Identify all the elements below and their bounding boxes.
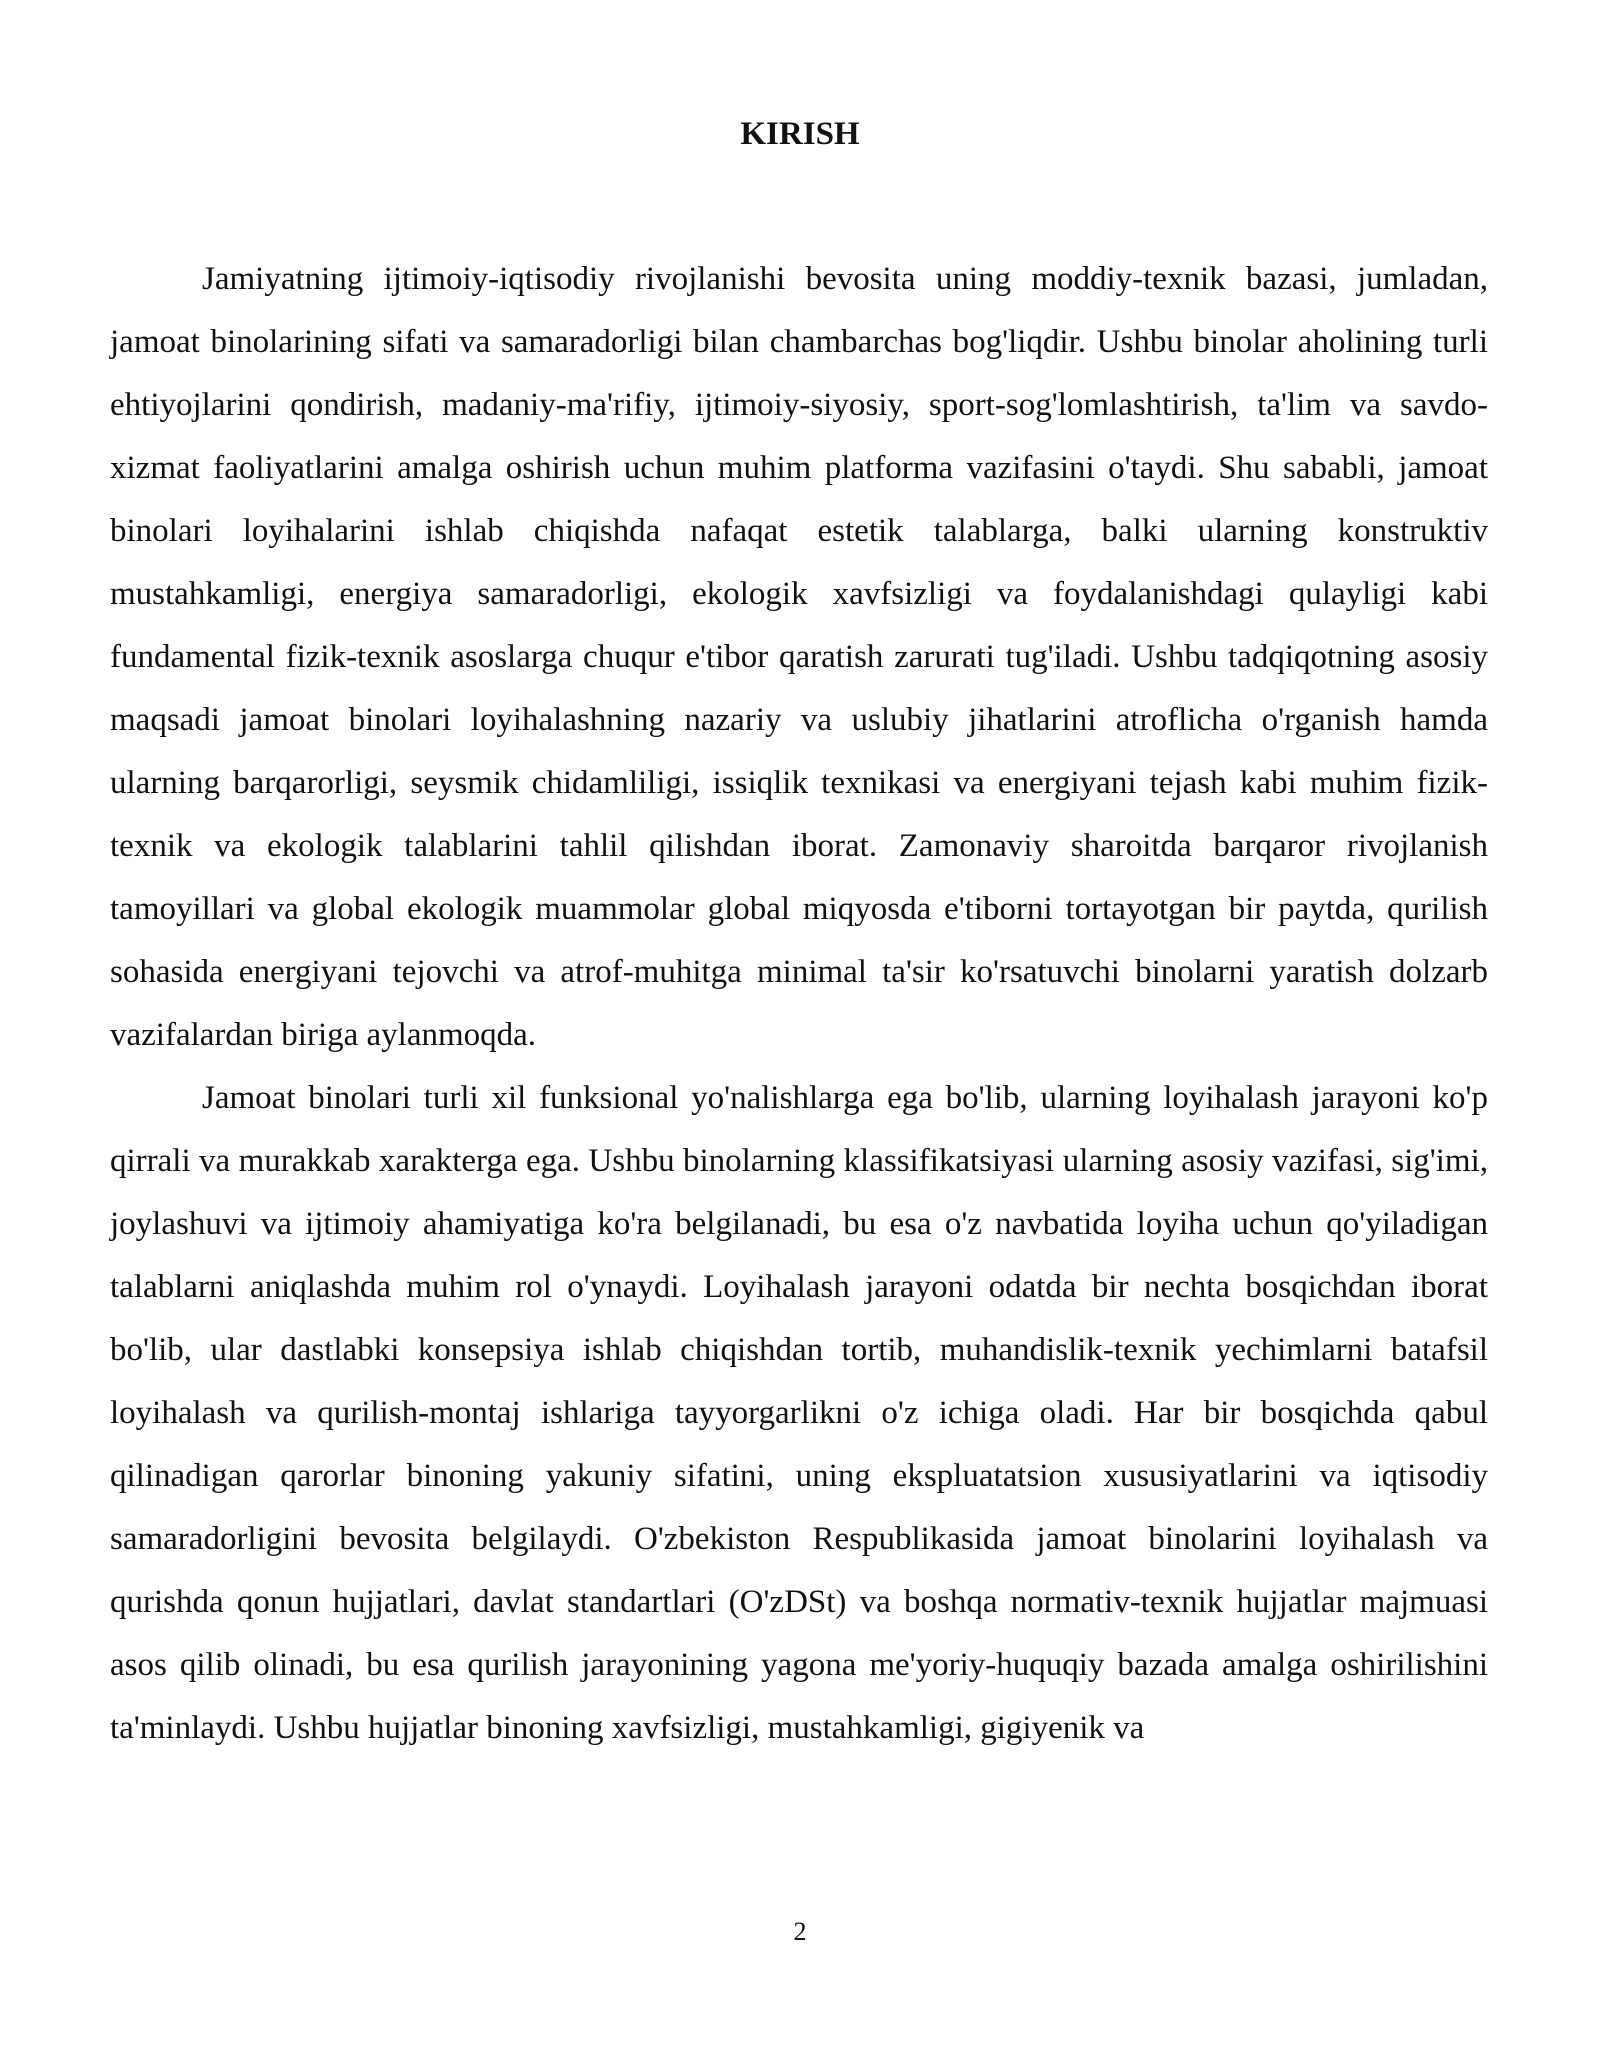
body-text [110, 248, 1488, 1760]
section-heading: KIRISH [740, 116, 860, 152]
paragraph-1: Jamiyatning ijtimoiy-iqtisodiy rivojlanishi bevosita uning moddiy-texnik bazasi, jumladan, jamoat binolarining sifati va samaradorligi bilan chambarchas bog'liqdir. Ushbu binolar aholining turli ehtiyojlarini qondirish, madaniy-ma'rifiy, ijtimoiy-siyosiy, sport-sog'lomlashtirish, ta'lim va savdo-xizmat faoliyatlarini amalga oshirish uchun muhim platforma vazifasini o'taydi. Shu sababli, jamoat binolari loyihalarini ishlab chiqishda nafaqat estetik talablarga, balki ularning konstruktiv mustahkamligi, energiya samaradorligi, ekologik xavfsizligi va foydalanishdagi qulayligi kabi fundamental fizik-texnik asoslarga chuqur e'tibor qaratish zarurati tug'iladi. Ushbu tadqiqotning asosiy maqsadi jamoat binolari loyihalashning nazariy va uslubiy jihatlarini atroflicha o'rganish hamda ularning barqarorligi, seysmik chidamliligi, issiqlik texnikasi va energiyani tejash kabi muhim fizik-texnik va ekologik talablarini tahlil qilishdan iborat. Zamonaviy sharoitda barqaror rivojlanish tamoyillari va global ekologik muammolar global miqyosda e'tiborni tortayotgan bir paytda, qurilish sohasida energiyani tejovchi va atrof-muhitga minimal ta'sir ko'rsatuvchi binolarni yaratish dolzarb vazifalardan biriga aylanmoqda. [110, 261, 1488, 1053]
paragraph-2: Jamoat binolari turli xil funksional yo'nalishlarga ega bo'lib, ularning loyihalash jarayoni ko'p qirrali va murakkab xarakterga ega. Ushbu binolarning klassifikatsiyasi ularning asosiy vazifasi, sig'imi, joylashuvi va ijtimoiy ahamiyatiga ko'ra belgilanadi, bu esa o'z navbatida loyiha uchun qo'yiladigan talablarni aniqlashda muhim rol o'ynaydi. Loyihalash jarayoni odatda bir nechta bosqichdan iborat bo'lib, ular dastlabki konsepsiya ishlab chiqishdan tortib, muhandislik-texnik yechimlarni batafsil loyihalash va qurilish-montaj ishlariga tayyorgarlikni o'z ichiga oladi. Har bir bosqichda qabul qilinadigan qarorlar binoning yakuniy sifatini, uning ekspluatatsion xususiyatlarini va iqtisodiy samaradorligini bevosita belgilaydi. O'zbekiston Respublikasida jamoat binolarini loyihalash va qurishda qonun hujjatlari, davlat standartlari (O'zDSt) va boshqa normativ-texnik hujjatlar majmuasi asos qilib olinadi, bu esa qurilish jarayonining yagona me'yoriy-huquqiy bazada amalga oshirilishini ta'minlaydi. Ushbu hujjatlar binoning xavfsizligi, mustahkamligi, gigiyenik va [110, 1080, 1488, 1746]
page-number: 2 [793, 1917, 807, 1946]
